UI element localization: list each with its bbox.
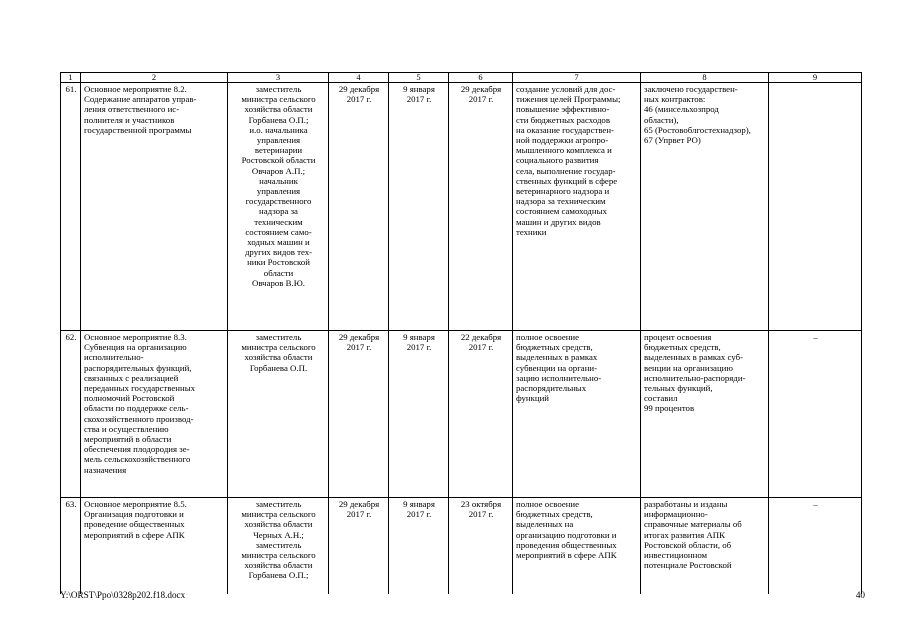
header-col-6: 6	[449, 73, 513, 83]
actual-result: заключено государствен- ных контрактов: 46 (минсельхозпрод области), 65 (Ростовоблгостехнадзор), 67 (Упрвет РО)	[641, 83, 769, 331]
fact-start-date: 9 января 2017 г.	[389, 83, 449, 331]
row-number: 61.	[61, 83, 81, 331]
event-name: Основное мероприятие 8.5. Организация подготовки и проведение общественных мероприятий в сфере АПК	[81, 498, 228, 595]
row-number: 63.	[61, 498, 81, 595]
planned-result: создание условий для дос- тижения целей Программы; повышение эффективно- сти бюджетных расходов на оказание государствен- ной поддержки агропро- мышленного комплекса и социального развития села, выполнение государ- ственных функций в сфере ветеринарного надзора и надзора за техническим состоянием самоходных машин и других видов техники	[513, 83, 641, 331]
note	[769, 83, 862, 331]
planned-result: полное освоение бюджетных средств, выделенных на организацию подготовки и проведения общественных мероприятий в сфере АПК	[513, 498, 641, 595]
actual-result: разработаны и изданы информационно- справочные материалы об итогах развития АПК Ростовской области, об инвестиционном потенциале Ростовской	[641, 498, 769, 595]
header-col-7: 7	[513, 73, 641, 83]
note: –	[769, 498, 862, 595]
fact-start-date: 9 января 2017 г.	[389, 331, 449, 498]
event-name: Основное мероприятие 8.2. Содержание аппаратов управ- ления ответственного ис- полнителя и участников государственной программы	[81, 83, 228, 331]
header-col-9: 9	[769, 73, 862, 83]
file-path: Y:\ORST\Ppo\0328p202.f18.docx	[60, 590, 186, 600]
responsible-executor: заместитель министра сельского хозяйства области Горбанева О.П.	[228, 331, 329, 498]
event-name: Основное мероприятие 8.3. Субвенция на организацию исполнительно- распорядительных функций, связанных с реализацией переданных государственных полномочий Ростовской области по поддержке сель- скохозяйственного производ- ства и осуществлению мероприятий в области обеспечения плодородия зе- мель сельскохозяйственного назначения	[81, 331, 228, 498]
responsible-executor: заместитель министра сельского хозяйства области Черных А.Н.; заместитель министра сельского хозяйства области Горбанева О.П.;	[228, 498, 329, 595]
end-date: 23 октября 2017 г.	[449, 498, 513, 595]
table-row	[61, 331, 862, 498]
header-col-3: 3	[228, 73, 329, 83]
row-number: 62.	[61, 331, 81, 498]
actual-result: процент освоения бюджетных средств, выделенных в рамках суб- венции на организацию исполнительно-распоряди- тельных функций, составил 99 процентов	[641, 331, 769, 498]
responsible-executor: заместитель министра сельского хозяйства области Горбанева О.П.; и.о. начальника управления ветеринарии Ростовской области Овчаров А.П.; начальник управления государственного надзора за техническим состоянием само- ходных машин и других видов тех- ники Ростовской области Овчаров В.Ю.	[228, 83, 329, 331]
page-number: 40	[855, 590, 865, 600]
header-col-4: 4	[329, 73, 389, 83]
plan-date: 29 декабря 2017 г.	[329, 331, 389, 498]
planned-result: полное освоение бюджетных средств, выделенных в рамках субвенции на органи- зацию исполнительно- распорядительных функций	[513, 331, 641, 498]
plan-date: 29 декабря 2017 г.	[329, 83, 389, 331]
header-col-1: 1	[61, 73, 81, 83]
fact-start-date: 9 января 2017 г.	[389, 498, 449, 595]
header-col-8: 8	[641, 73, 769, 83]
end-date: 29 декабря 2017 г.	[449, 83, 513, 331]
table-row	[61, 498, 862, 595]
header-row	[61, 73, 862, 83]
note: –	[769, 331, 862, 498]
report-table	[60, 72, 862, 594]
header-col-5: 5	[389, 73, 449, 83]
plan-date: 29 декабря 2017 г.	[329, 498, 389, 595]
table-row	[61, 83, 862, 331]
end-date: 22 декабря 2017 г.	[449, 331, 513, 498]
header-col-2: 2	[81, 73, 228, 83]
